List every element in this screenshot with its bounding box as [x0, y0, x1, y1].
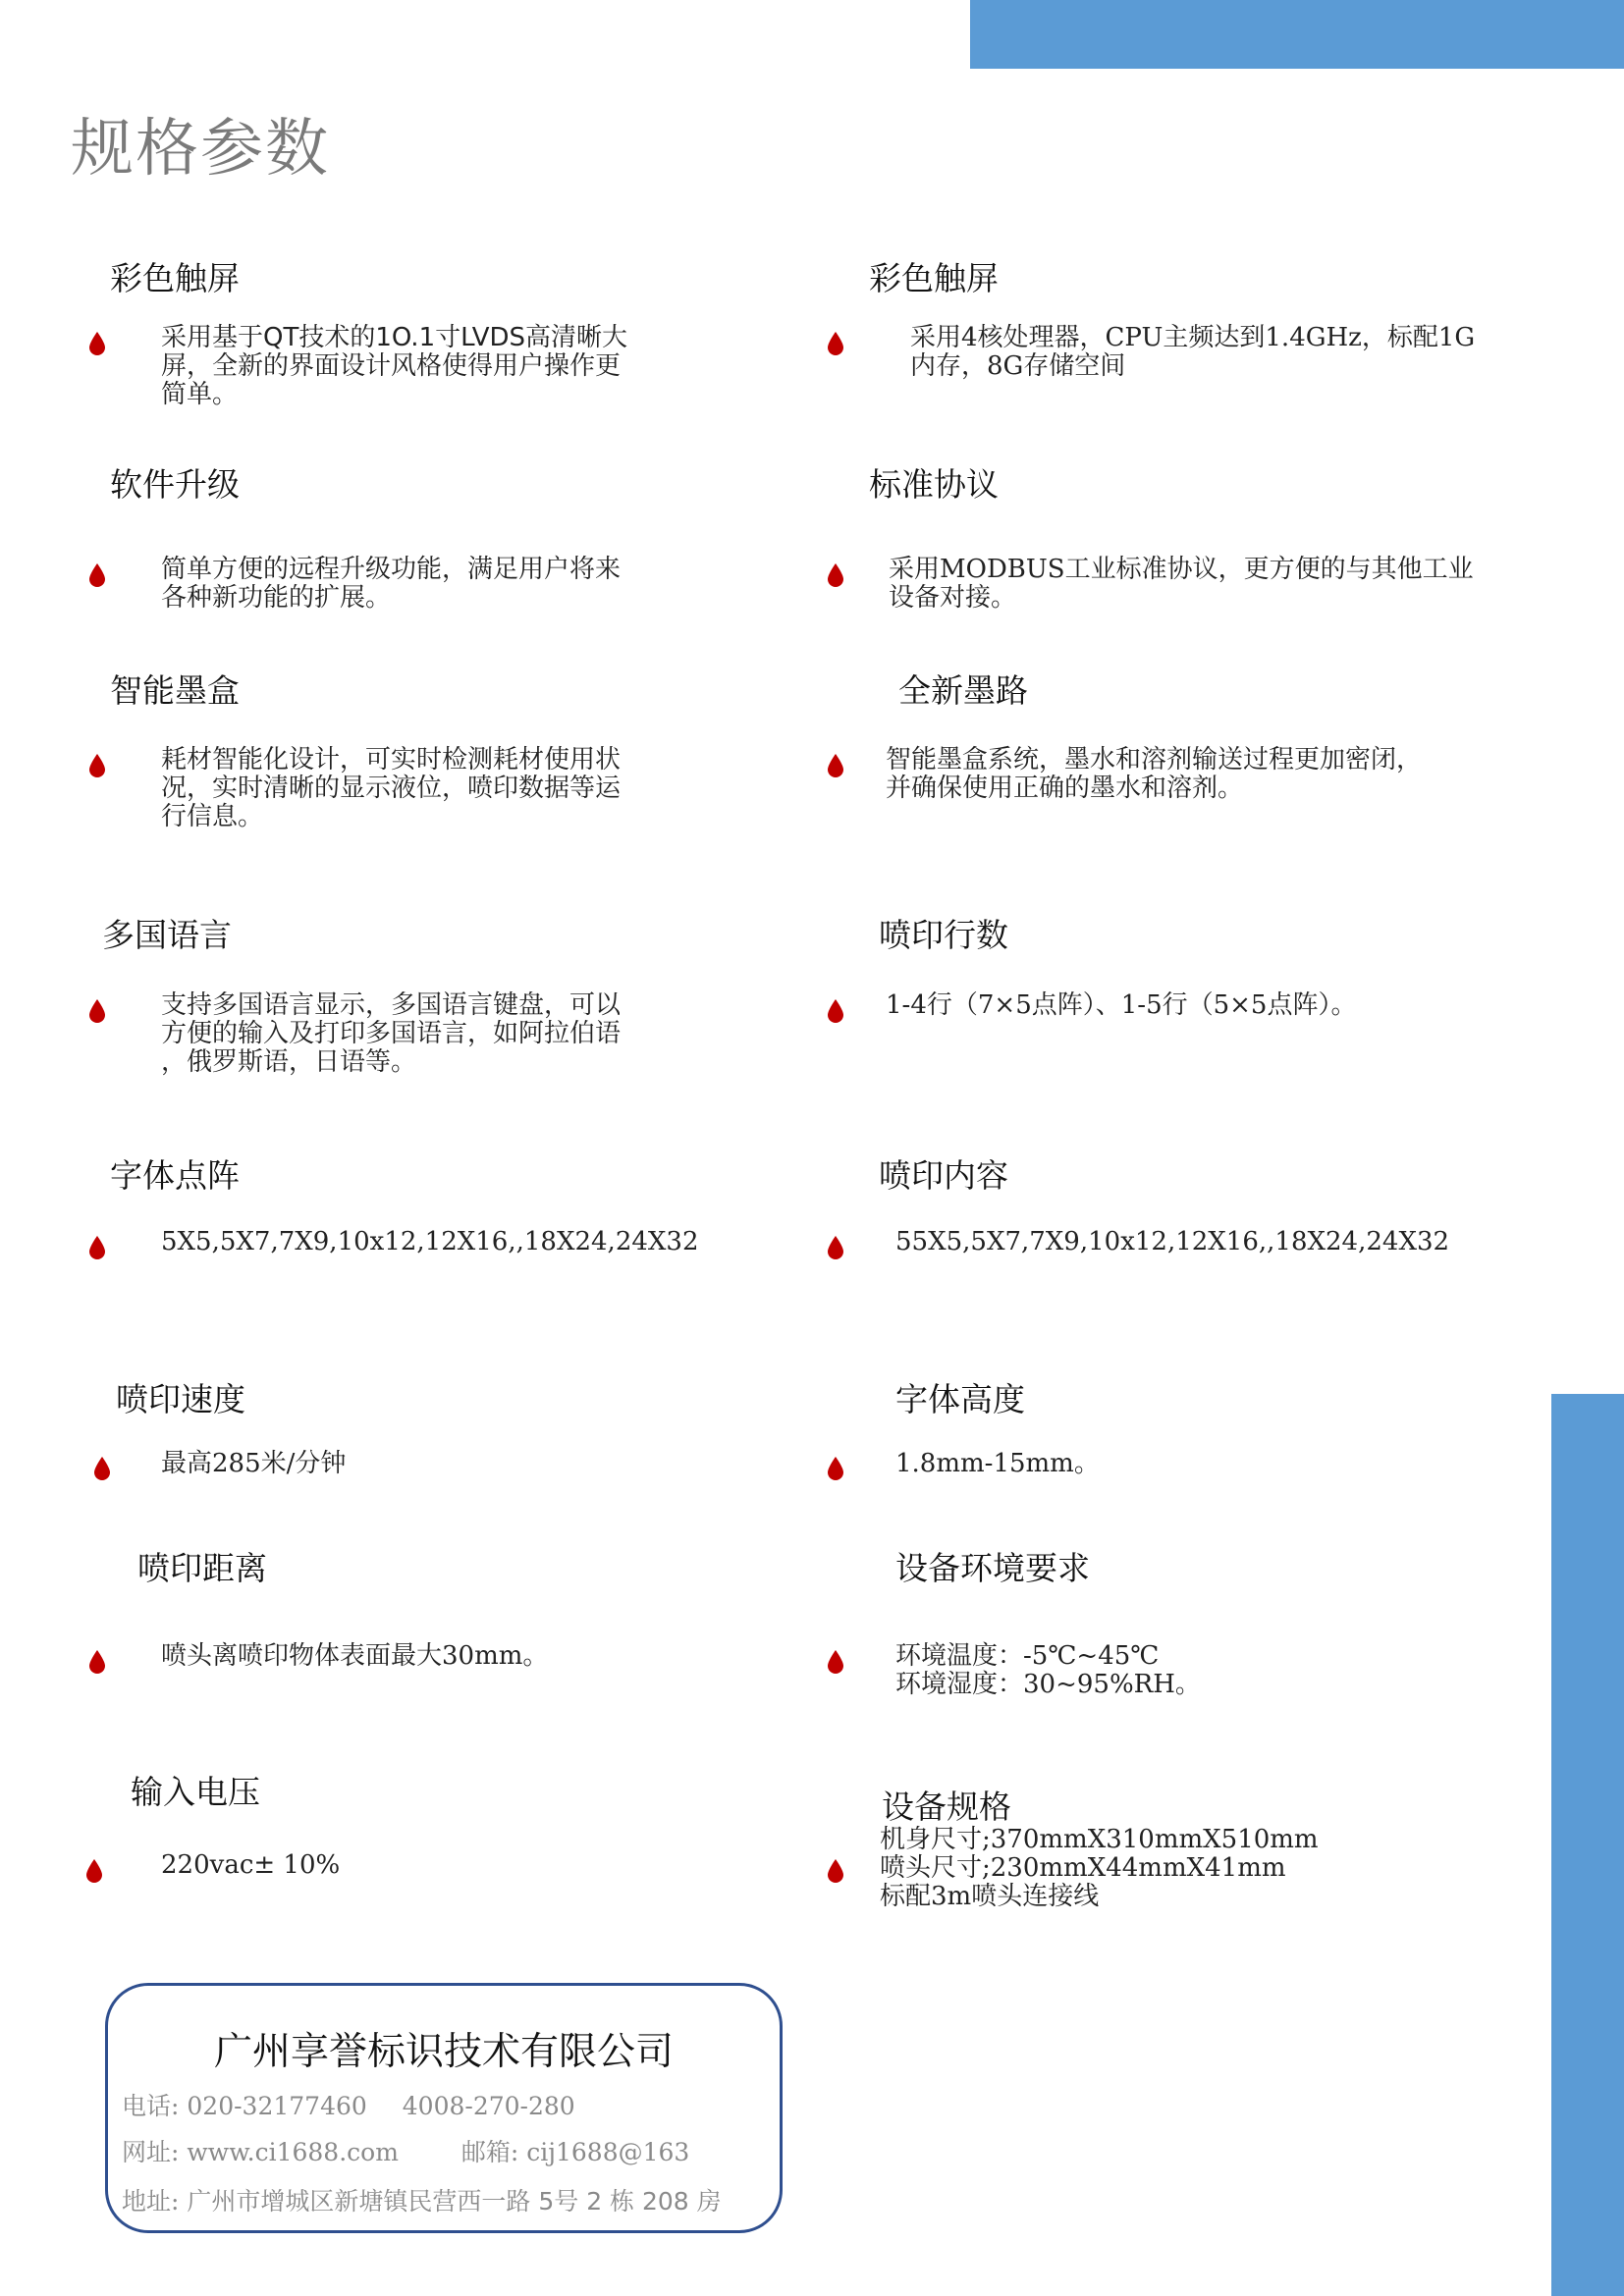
- description-line: 屏，全新的界面设计风格使得用户操作更: [161, 351, 622, 381]
- page-title: 规格参数: [71, 113, 330, 186]
- description-line: 环境湿度：30~95%RH。: [895, 1670, 1201, 1699]
- drop-bullet-icon: [825, 753, 846, 778]
- drop-bullet-icon: [86, 331, 108, 356]
- phone-number-1: 020-32177460: [187, 2092, 367, 2120]
- description-line: 1.8mm-15mm。: [895, 1449, 1100, 1478]
- description-line: 行信息。: [161, 802, 264, 831]
- drop-bullet-icon: [825, 1649, 846, 1675]
- section-title: 软件升级: [110, 465, 240, 504]
- top-accent-bar: [970, 0, 1624, 69]
- description-line: 采用MODBUS工业标准协议，更方便的与其他工业: [889, 555, 1474, 584]
- section-title: 喷印行数: [879, 916, 1008, 954]
- description-line: 方便的输入及打印多国语言，如阿拉伯语: [161, 1019, 622, 1048]
- drop-bullet-icon: [86, 1235, 108, 1260]
- description-line: 环境温度：-5℃~45℃: [895, 1641, 1160, 1671]
- section-description: [161, 1450, 346, 1478]
- drop-bullet-icon: [825, 998, 846, 1024]
- section-description: [910, 324, 1475, 381]
- section-title: 字体点阵: [110, 1156, 240, 1195]
- description-line: 1-4行（7×5点阵）、1-5行（5×5点阵）。: [886, 990, 1357, 1020]
- section-title: 字体高度: [895, 1380, 1025, 1418]
- section-title: 输入电压: [131, 1773, 260, 1811]
- section-description: [161, 556, 621, 613]
- section-title: 设备规格: [882, 1788, 1011, 1826]
- description-line: 简单。: [161, 380, 239, 409]
- section-description: [886, 991, 1356, 1020]
- section-description: [161, 324, 627, 409]
- description-line: 最高285米/分钟: [161, 1449, 347, 1478]
- address-text: 广州市增城区新塘镇民营西一路 5号 2 栋 208 房: [187, 2187, 722, 2216]
- section-title: 喷印内容: [879, 1156, 1008, 1195]
- contact-address-row: [122, 2182, 722, 2217]
- drop-bullet-icon: [86, 562, 108, 588]
- section-description: [895, 1228, 1449, 1256]
- drop-bullet-icon: [86, 1649, 108, 1675]
- section-description: [161, 1851, 340, 1880]
- description-line: 支持多国语言显示，多国语言键盘，可以: [161, 990, 622, 1020]
- description-line: 并确保使用正确的墨水和溶剂。: [886, 774, 1244, 803]
- description-line: 智能墨盒系统，墨水和溶剂输送过程更加密闭，: [886, 745, 1423, 774]
- company-name: 广州享誉标识技术有限公司: [213, 2030, 674, 2074]
- section-title: 标准协议: [869, 465, 999, 504]
- drop-bullet-icon: [825, 1235, 846, 1260]
- section-description: [161, 991, 621, 1077]
- section-description: [880, 1826, 1319, 1911]
- section-title: 全新墨路: [898, 671, 1028, 710]
- section-description: [886, 746, 1422, 803]
- section-title: 喷印距离: [137, 1549, 267, 1587]
- description-line: 55X5,5X7,7X9,10x12,12X16,,18X24,24X32: [895, 1227, 1450, 1256]
- section-description: [889, 556, 1474, 613]
- contact-web-row: [122, 2133, 689, 2168]
- right-accent-bar: [1551, 1394, 1624, 2296]
- section-title: 喷印速度: [116, 1380, 245, 1418]
- section-title: 设备环境要求: [895, 1549, 1090, 1587]
- section-description: [161, 1228, 699, 1256]
- description-line: 5X5,5X7,7X9,10x12,12X16,,18X24,24X32: [161, 1227, 699, 1256]
- drop-bullet-icon: [825, 562, 846, 588]
- description-line: 机身尺寸;370mmX310mmX510mm: [880, 1825, 1319, 1854]
- description-line: ，俄罗斯语，日语等。: [161, 1047, 417, 1077]
- drop-bullet-icon: [86, 998, 108, 1024]
- address-label: 地址:: [122, 2187, 180, 2216]
- website-url[interactable]: www.ci1688.com: [187, 2138, 399, 2166]
- phone-number-2: 4008-270-280: [402, 2092, 575, 2120]
- description-line: 采用4核处理器，CPU主频达到1.4GHz，标配1G: [910, 323, 1476, 352]
- section-description: [161, 1642, 548, 1671]
- drop-bullet-icon: [825, 1456, 846, 1481]
- company-contact-box: [105, 1983, 783, 2233]
- description-line: 标配3m喷头连接线: [880, 1882, 1100, 1911]
- section-description: [161, 746, 621, 831]
- description-line: 内存，8G存储空间: [910, 351, 1126, 381]
- description-line: 喷头离喷印物体表面最大30mm。: [161, 1641, 549, 1671]
- drop-bullet-icon: [83, 1858, 105, 1884]
- description-line: 各种新功能的扩展。: [161, 583, 392, 613]
- description-line: 简单方便的远程升级功能，满足用户将来: [161, 555, 622, 584]
- description-line: 220vac± 10%: [161, 1850, 341, 1880]
- description-line: 况，实时清晰的显示液位，喷印数据等运: [161, 774, 622, 803]
- web-label: 网址:: [122, 2138, 180, 2166]
- section-title: 智能墨盒: [110, 671, 240, 710]
- drop-bullet-icon: [86, 753, 108, 778]
- phone-label: 电话:: [122, 2092, 180, 2120]
- email-label: 邮箱:: [460, 2138, 519, 2166]
- section-description: [895, 1642, 1201, 1699]
- description-line: 设备对接。: [889, 583, 1017, 613]
- drop-bullet-icon: [825, 1858, 846, 1884]
- section-title: 彩色触屏: [110, 259, 240, 297]
- drop-bullet-icon: [91, 1456, 113, 1481]
- drop-bullet-icon: [825, 331, 846, 356]
- description-line: 耗材智能化设计，可实时检测耗材使用状: [161, 745, 622, 774]
- email-address[interactable]: cij1688@163: [526, 2138, 690, 2166]
- description-line: 采用基于QT技术的1O.1寸LVDS高清晰大: [161, 323, 628, 352]
- section-title: 多国语言: [102, 916, 232, 954]
- section-description: [895, 1450, 1100, 1478]
- contact-phone-row: [122, 2087, 575, 2122]
- section-title: 彩色触屏: [869, 259, 999, 297]
- description-line: 喷头尺寸;230mmX44mmX41mm: [880, 1853, 1286, 1883]
